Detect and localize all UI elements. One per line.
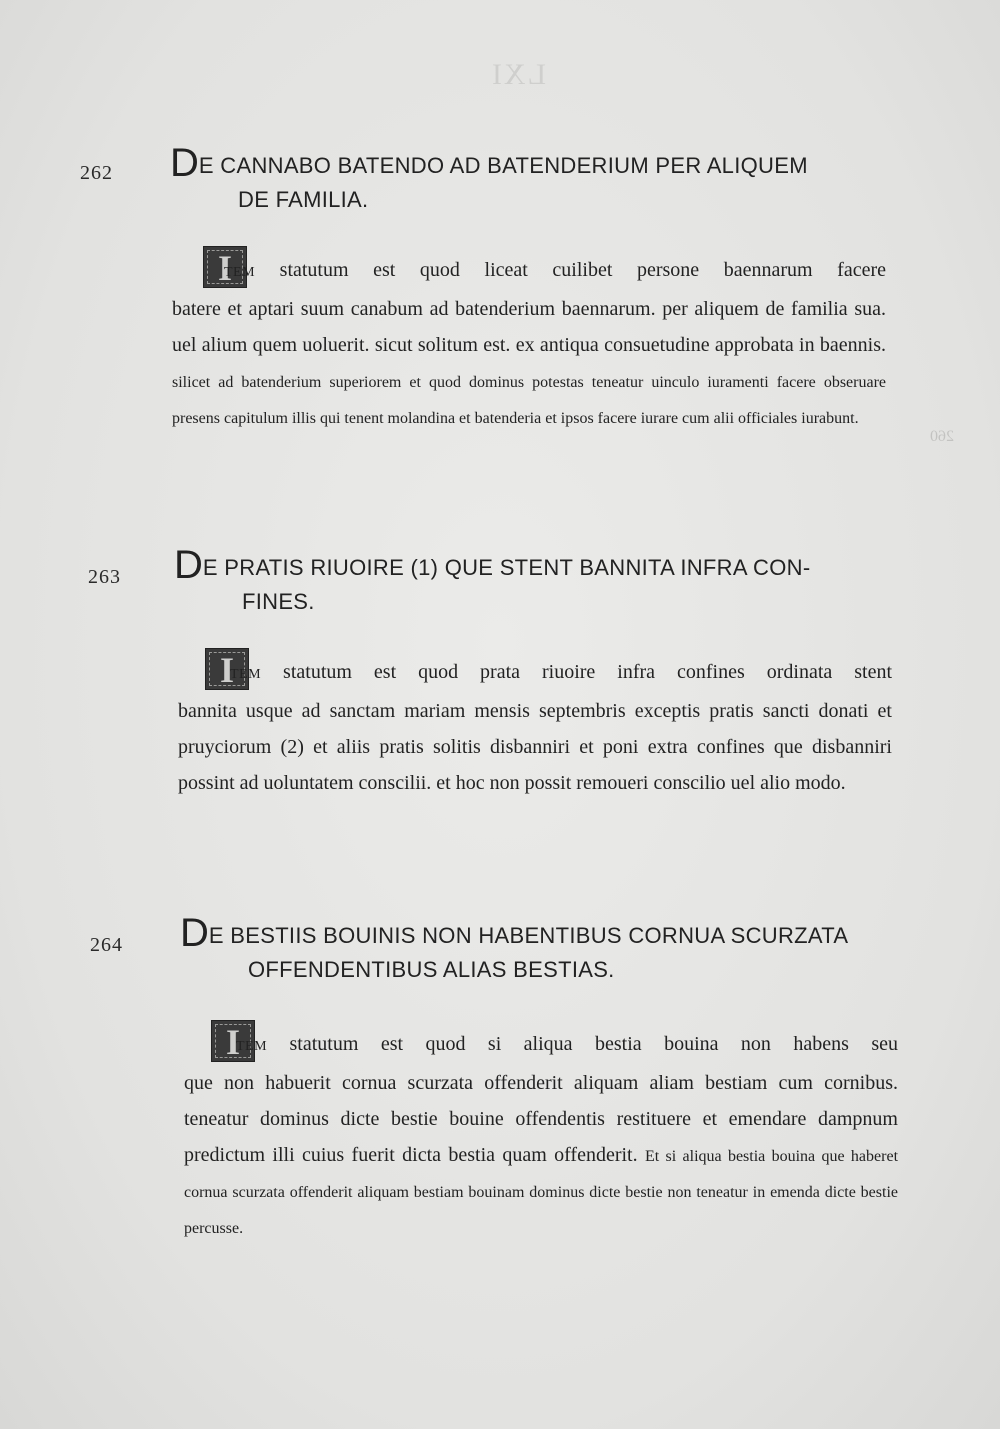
entry-heading — [170, 141, 890, 217]
first-line: TEM statutum est quod si aliqua bestia bouina non habens seu — [236, 1033, 899, 1055]
bleed-margin-number: 260 — [930, 428, 954, 445]
first-line: TEM statutum est quod prata riuoire infra confines ordinata stent — [230, 661, 893, 683]
heading-initial: D — [180, 911, 209, 955]
heading-initial: D — [170, 141, 199, 185]
entry-text — [184, 1026, 898, 1245]
body-text: batere et aptari suum canabum ad batenderium baennarum. per aliquem de familia sua. uel alium quem uoluerit. sicut solitum est. ex antiqua consuetudine approbata in baennis. — [172, 298, 886, 356]
body-addendum: Et si aliqua bestia bouina que haberet cornua scurzata offenderit aliquam bestiam bouinam dominus dicte bestie non teneatur in emenda dicte bestie percusse. — [184, 1148, 899, 1237]
heading-text: E BESTIIS BOUINIS NON HABENTIBUS CORNUA SCURZATA — [208, 923, 849, 948]
heading-continuation: DE FAMILIA. — [238, 187, 369, 212]
heading-text: E CANNABO BATENDO AD BATENDERIUM PER ALIQUEM — [198, 153, 808, 178]
first-line: TEM statutum est quod liceat cuilibet persone baennarum facere — [224, 259, 887, 281]
body-text: que non habuerit cornua scurzata offenderit aliquam aliam bestiam cum cornibus. teneatur dominus dicte bestie bouine offendentis restituere et emendare dampnum predictum illi cuius fuerit dicta bestia quam offenderit. — [184, 1072, 898, 1166]
body-addendum: silicet ad batenderium superiorem et quod dominus potestas teneatur uinculo iuramenti facere obseruare presens capitulum illis qui tenent molandina et batenderia et ipsos facere iurare cum alii officiales iurabunt. — [172, 374, 886, 427]
heading-continuation: OFFENDENTIBUS ALIAS BESTIAS. — [248, 957, 615, 982]
entry-heading — [180, 911, 900, 987]
bleed-roman-numeral: LXI — [490, 58, 546, 91]
decorated-initial: I — [203, 246, 247, 288]
entry-number: 262 — [80, 162, 113, 184]
entry-number: 263 — [88, 566, 121, 588]
entry-text — [172, 252, 886, 435]
entry-number: 264 — [90, 934, 123, 956]
entry-heading — [174, 543, 894, 619]
heading-continuation: FINES. — [242, 589, 315, 614]
entry-text — [178, 654, 892, 801]
body-text: bannita usque ad sanctam mariam mensis septembris exceptis pratis sancti donati et pruyciorum (2) et aliis pratis solitis disbanniri et poni extra confines que disbanniri possint ad uoluntatem conscilii. et hoc non possit remoueri conscilio uel alio modo. — [178, 700, 892, 794]
heading-initial: D — [174, 543, 203, 587]
heading-text: E PRATIS RIUOIRE (1) QUE STENT BANNITA INFRA CON- — [202, 555, 811, 580]
decorated-initial: I — [205, 648, 249, 690]
decorated-initial: I — [211, 1020, 255, 1062]
